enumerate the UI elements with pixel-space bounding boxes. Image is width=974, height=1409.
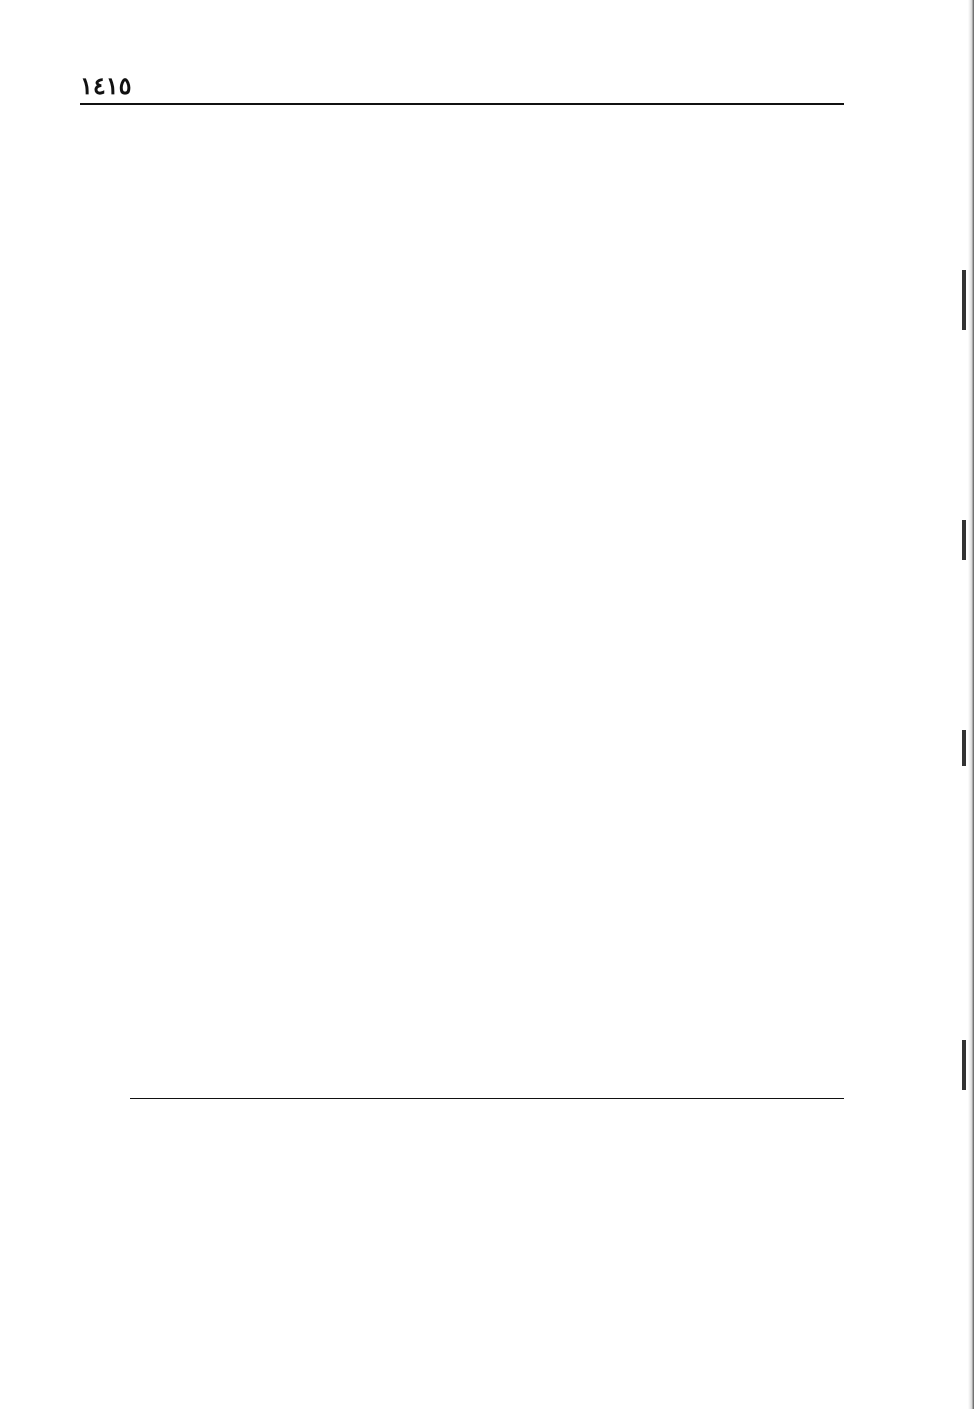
header-rule (80, 103, 844, 105)
scan-artifact-mark (962, 1040, 966, 1090)
page-number: ١٤١٥ (80, 71, 132, 100)
scan-artifact-mark (962, 270, 966, 330)
main-text (80, 112, 844, 142)
scan-artifact-mark (962, 520, 966, 560)
scan-edge-shadow (968, 0, 974, 1409)
footnote-rule (130, 1098, 844, 1099)
running-header (80, 60, 844, 100)
scan-artifact-mark (962, 730, 966, 766)
